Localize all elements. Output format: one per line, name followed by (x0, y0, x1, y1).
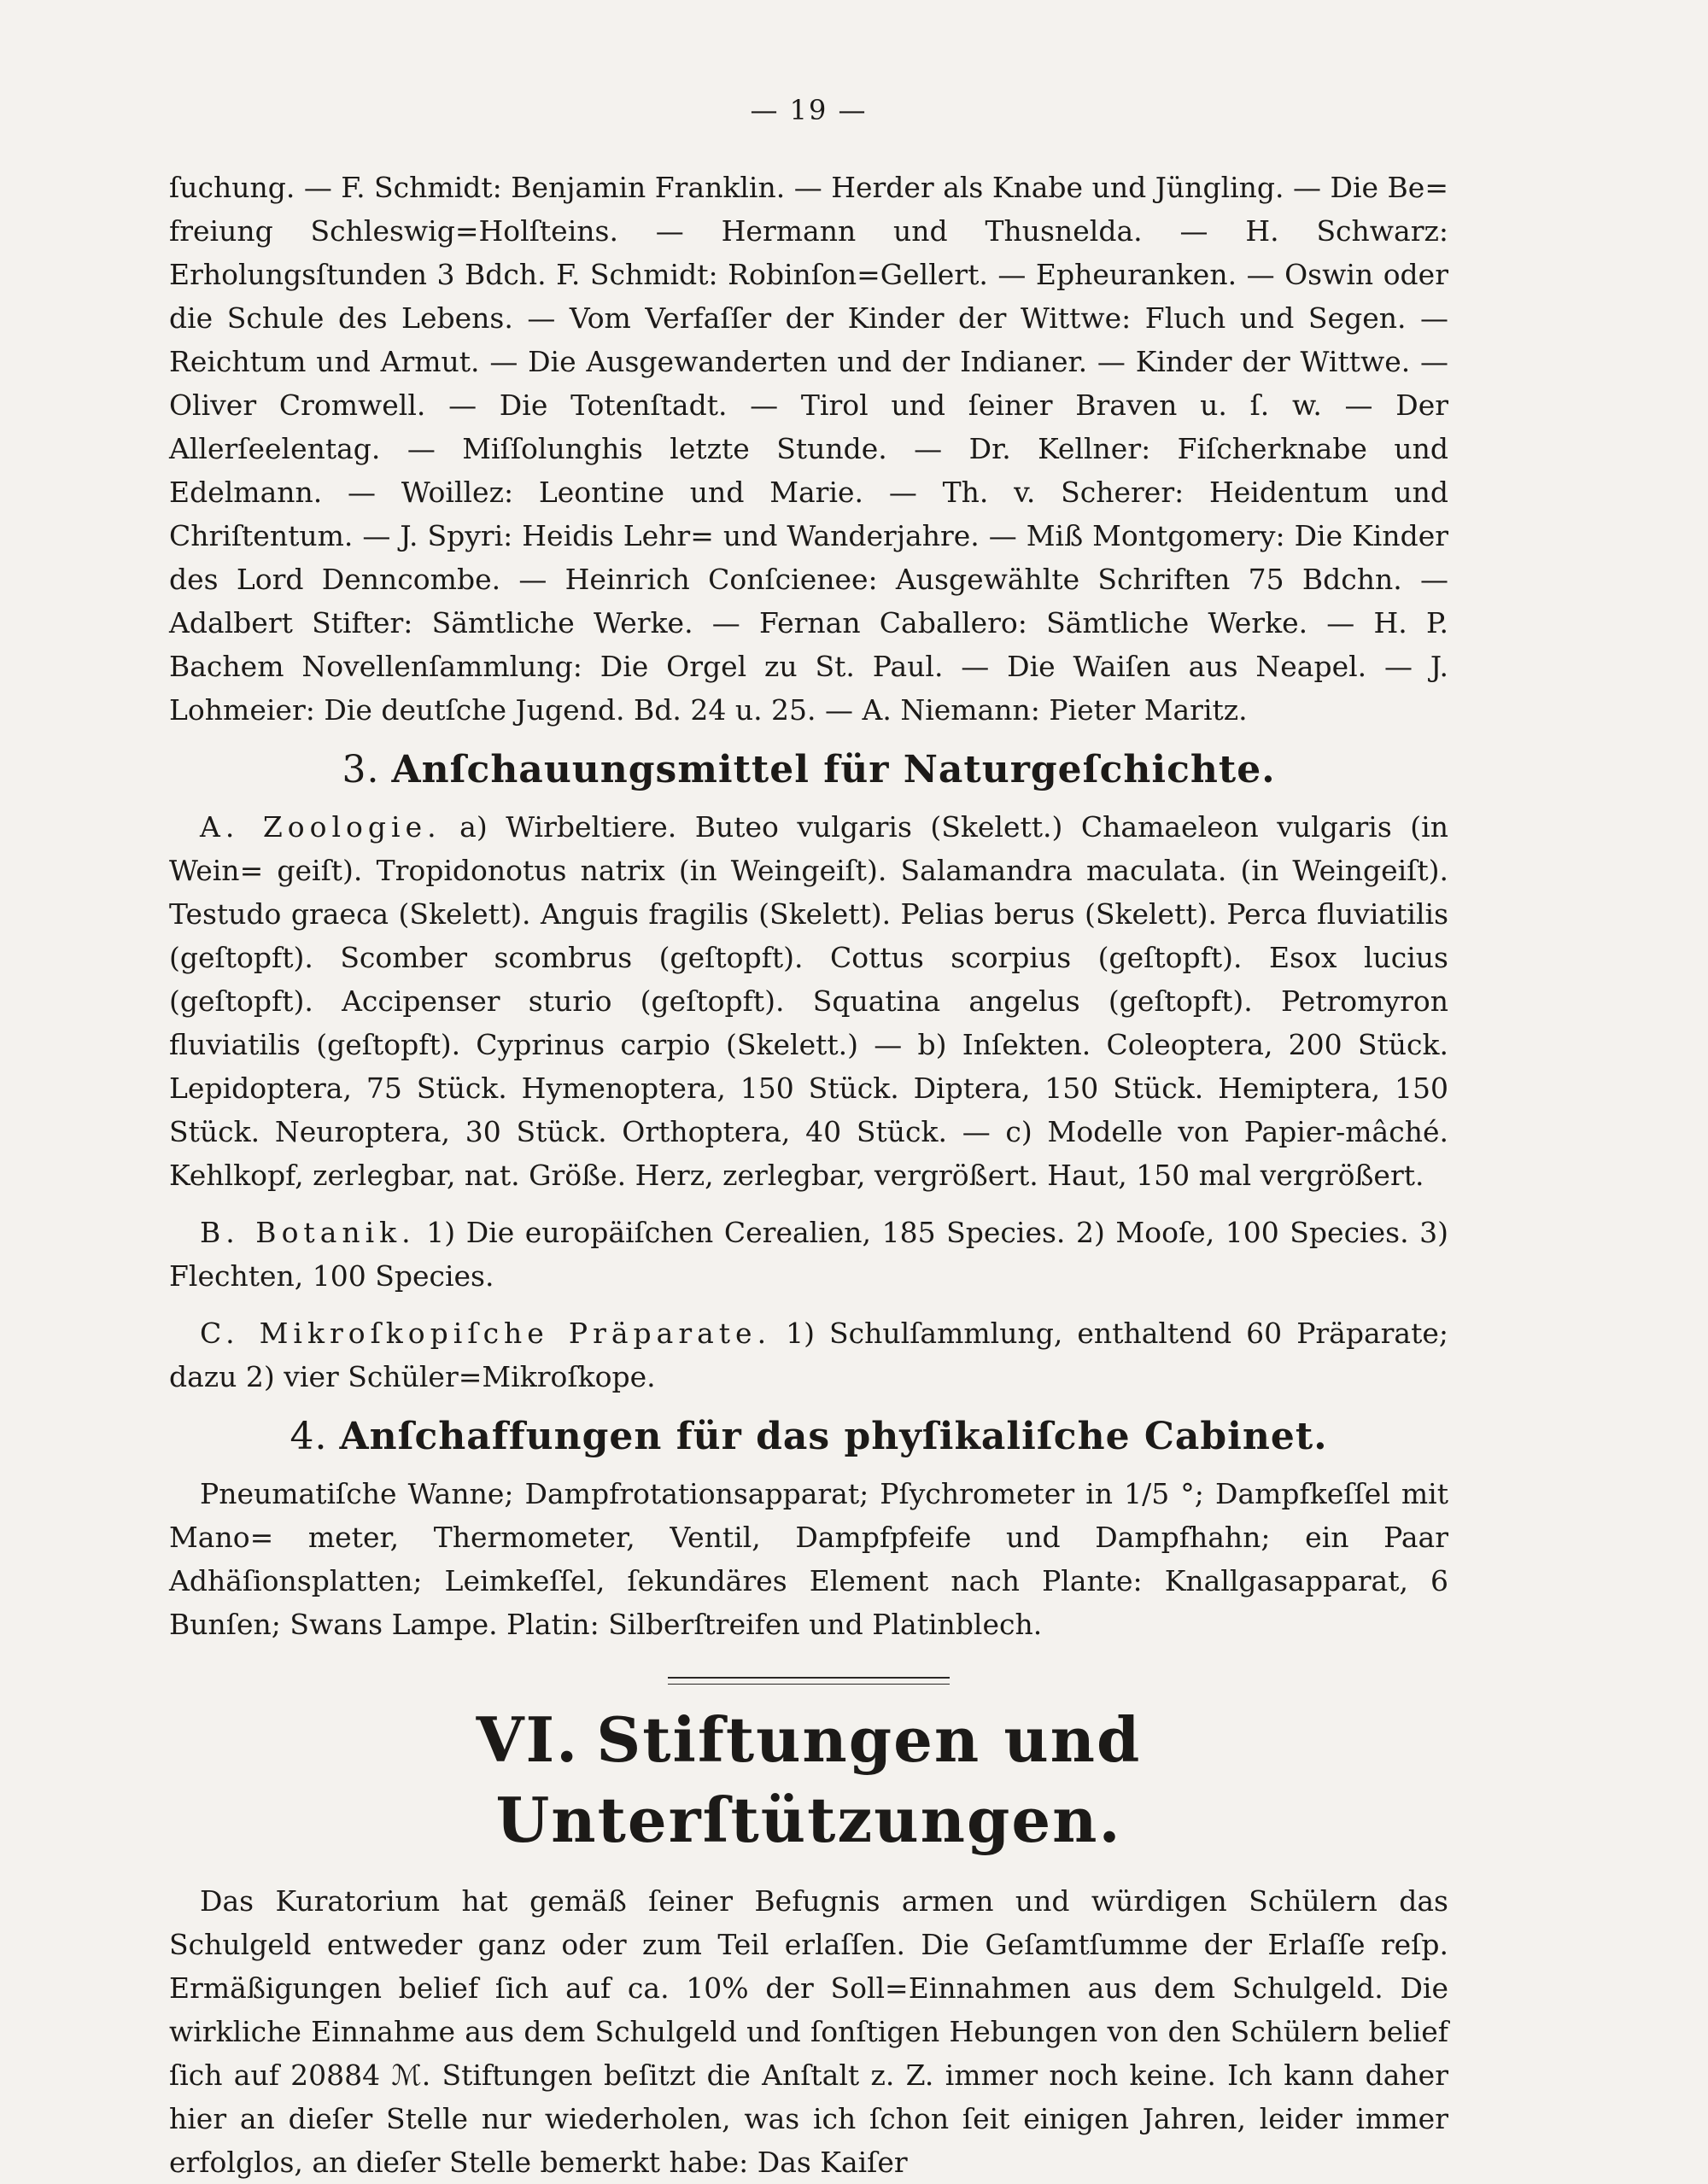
page-number: — 19 — (750, 94, 868, 126)
zoology-label: A. Zoologie. (200, 810, 442, 844)
botany-paragraph (169, 1211, 1448, 1298)
section-4-title: Anſchaffungen für das phyſikaliſche Cabinet. (339, 1415, 1328, 1458)
foundations-paragraph (169, 1879, 1448, 2184)
zoology-paragraph (169, 805, 1448, 1197)
section-6-title: Stiftungen und Unterſtützungen. (495, 1703, 1142, 1856)
document-page (169, 94, 1448, 2184)
section-6-number: VI. (476, 1703, 580, 1776)
botany-text: 1) Die europäiſchen Cerealien, 185 Species. 2) Mooſe, 100 Species. 3) Flechten, 100 Species. (169, 1216, 1449, 1293)
book-list-paragraph (169, 166, 1448, 732)
section-3-heading (169, 745, 1448, 795)
foundations-text: Das Kuratorium hat gemäß ſeiner Befugnis armen und würdigen Schülern das Schulgeld entweder ganz oder zum Teil erlaſſen. Die Geſamtſumme der Erlaſſe reſp. Ermäßigungen belief ſich auf ca. 10% der Soll=Einnahmen aus dem Schulgeld. Die wirkliche Einnahme aus dem Schulgeld und ſonſtigen Hebungen von den Schülern belief ſich auf 20884 ℳ. Stiftungen beſitzt die Anſtalt z. Z. immer noch keine. Ich kann daher hier an dieſer Stelle nur wiederholen, was ich ſchon ſeit einigen Jahren, leider immer erfolglos, an dieſer Stelle bemerkt habe: Das Kaiſer (169, 1884, 1448, 2179)
microscopy-label: C. Mikroſkopiſche Präparate. (200, 1317, 772, 1350)
botany-label: B. Botanik. (200, 1216, 416, 1249)
section-3-title: Anſchauungsmittel für Naturgeſchichte. (391, 748, 1276, 791)
physics-cabinet-paragraph (169, 1472, 1448, 1646)
section-6-heading (169, 1700, 1448, 1860)
section-4-number: 4. (290, 1415, 328, 1458)
section-4-heading (169, 1412, 1448, 1462)
microscopy-paragraph (169, 1311, 1448, 1399)
section-3-number: 3. (342, 748, 380, 791)
zoology-text: a) Wirbeltiere. Buteo vulgaris (Skelett.) Chamaeleon vulgaris (in Wein= geiſt). Tropidonotus natrix (in Weingeiſt). Salamandra maculata. (in Weingeiſt). Testudo graeca (Skelett). Anguis fragilis (Skelett). Pelias berus (Skelett). Perca fluviatilis (geſtopft). Scomber scombrus (geſtopft). Cottus scorpius (geſtopft). Esox lucius (geſtopft). Accipenser sturio (geſtopft). Squatina angelus (geſtopft). Petromyron fluviatilis (geſtopft). Cyprinus carpio (Skelett.) — b) Inſekten. Coleoptera, 200 Stück. Lepidoptera, 75 Stück. Hymenoptera, 150 Stück. Diptera, 150 Stück. Hemiptera, 150 Stück. Neuroptera, 30 Stück. Orthoptera, 40 Stück. — c) Modelle von Papier-mâché. Kehlkopf, zerlegbar, nat. Größe. Herz, zerlegbar, vergrößert. Haut, 150 mal vergrößert. (169, 810, 1448, 1192)
section-divider (668, 1677, 950, 1685)
physics-cabinet-text: Pneumatiſche Wanne; Dampfrotationsapparat; Pſychrometer in 1/5 °; Dampfkeſſel mit Mano= meter, Thermometer, Ventil, Dampfpfeife und Dampfhahn; ein Paar Adhäſionsplatten; Leimkeſſel, ſekundäres Element nach Plante: Knallgasapparat, 6 Bunſen; Swans Lampe. Platin: Silberſtreifen und Platinblech. (169, 1477, 1448, 1641)
microscopy-text: 1) Schulſammlung, enthaltend 60 Präparate; dazu 2) vier Schüler=Mikroſkope. (169, 1317, 1449, 1393)
book-list-text: ſuchung. — F. Schmidt: Benjamin Franklin. — Herder als Knabe und Jüngling. — Die Be= freiung Schleswig=Holſteins. — Hermann und Thusnelda. — H. Schwarz: Erholungsſtunden 3 Bdch. F. Schmidt: Robinſon=Gellert. — Epheuranken. — Oswin oder die Schule des Lebens. — Vom Verfaſſer der Kinder der Wittwe: Fluch und Segen. — Reichtum und Armut. — Die Ausgewanderten und der Indianer. — Kinder der Wittwe. — Oliver Cromwell. — Die Totenſtadt. — Tirol und ſeiner Braven u. ſ. w. — Der Allerſeelentag. — Miſſolunghis letzte Stunde. — Dr. Kellner: Fiſcherknabe und Edelmann. — Woillez: Leontine und Marie. — Th. v. Scherer: Heidentum und Chriſtentum. — J. Spyri: Heidis Lehr= und Wanderjahre. — Miß Montgomery: Die Kinder des Lord Denncombe. — Heinrich Conſcienee: Ausgewählte Schriften 75 Bdchn. — Adalbert Stifter: Sämtliche Werke. — Fernan Caballero: Sämtliche Werke. — H. P. Bachem Novellenſammlung: Die Orgel zu St. Paul. — Die Waiſen aus Neapel. — J. Lohmeier: Die deutſche Jugend. Bd. 24 u. 25. — A. Niemann: Pieter Maritz. (169, 171, 1448, 727)
